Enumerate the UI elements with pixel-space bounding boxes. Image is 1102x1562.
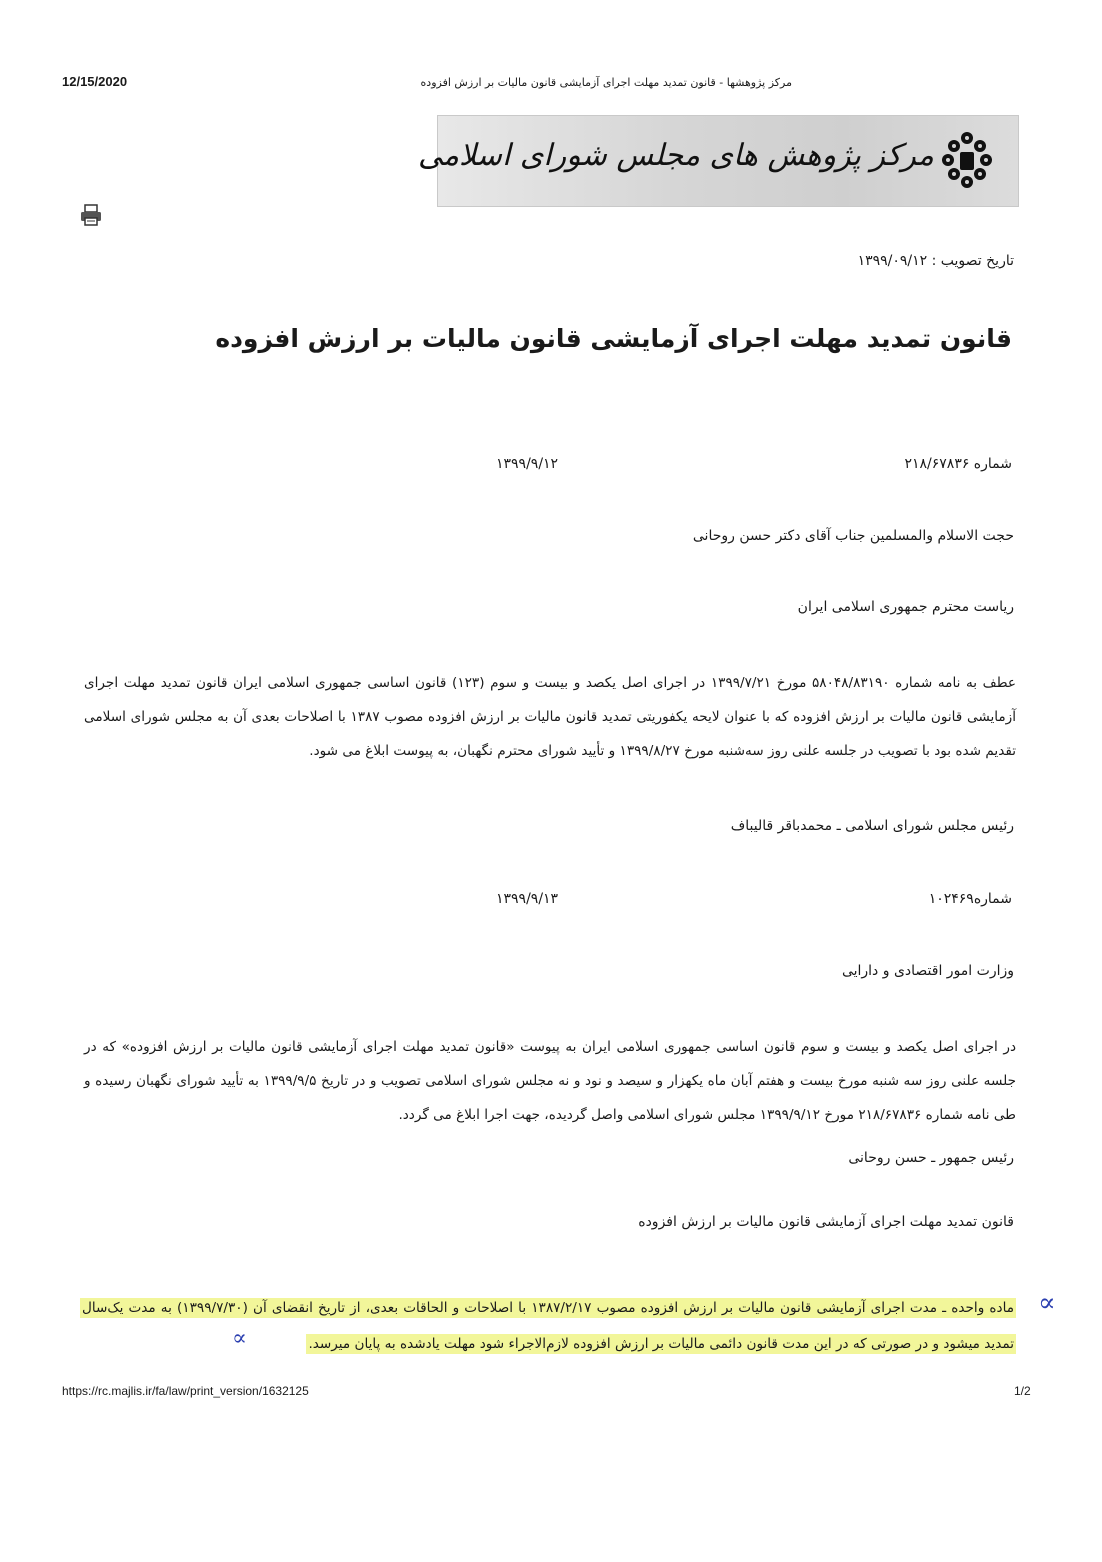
margin-annotation-mark: ∝ <box>1038 1288 1056 1318</box>
letter2-date: ۱۳۹۹/۹/۱۳ <box>496 891 559 907</box>
page-header-title: مرکز پژوهشها - قانون تمدید مهلت اجرای آزمایشی قانون مالیات بر ارزش افزوده <box>420 76 792 89</box>
letter1-addressee: حجت الاسلام والمسلمین جناب آقای دکتر حسن روحانی <box>692 528 1014 544</box>
letter1-signature: رئیس مجلس شورای اسلامی ـ محمدباقر قالیباف <box>730 818 1014 834</box>
inline-annotation-mark: ∝ <box>232 1326 247 1351</box>
print-icon[interactable] <box>80 204 102 226</box>
letter2-signature: رئیس جمهور ـ حسن روحانی <box>848 1150 1014 1166</box>
approval-date: تاریخ تصویب : ۱۳۹۹/۰۹/۱۲ <box>857 253 1014 269</box>
site-banner <box>417 115 1019 207</box>
letter2-addressee: وزارت امور اقتصادی و دارایی <box>841 963 1014 979</box>
letter2-body: در اجرای اصل یکصد و بیست و سوم قانون اساسی جمهوری اسلامی ایران به پیوست «قانون تمدید مهلت اجرای آزمایشی قانون مالیات بر ارزش افزوده» که در جلسه علنی روز سه شنبه مورخ بیست و هفتم آبان ماه یکهزار و سیصد و نود و نه مجلس شورای اسلامی تصویب و در تاریخ ۱۳۹۹/۹/۵ به تأیید شورای نگهبان رسیده و طی نامه شماره ۲۱۸/۶۷۸۳۶ مورخ ۱۳۹۹/۹/۱۲ مجلس شورای اسلامی واصل گردیده، جهت اجرا ابلاغ می گردد. <box>84 1039 1016 1123</box>
letter1-date: ۱۳۹۹/۹/۱۲ <box>496 456 559 472</box>
article-highlight: ماده واحده ـ مدت اجرای آزمایشی قانون مالیات بر ارزش افزوده مصوب ۱۳۸۷/۲/۱۷ با اصلاحات و الحاقات بعدی، از تاریخ انقضای آن (۱۳۹۹/۷/۳۰) به مدت یک‌سال تمدید میشود و در صورتی که در این مدت قانون دائمی مالیات بر ارزش افزوده لازم‌الاجراء شود مهلت یادشده به پایان میرسد. <box>82 1300 1014 1352</box>
letter2-number: شماره۱۰۲۴۶۹ <box>928 891 1012 907</box>
page-number: 1/2 <box>1014 1384 1031 1398</box>
letter1-number: شماره ۲۱۸/۶۷۸۳۶ <box>904 456 1012 472</box>
letter1-body: عطف به نامه شماره ۵۸۰۴۸/۸۳۱۹۰ مورخ ۱۳۹۹/۷/۲۱ در اجرای اصل یکصد و بیست و سوم (۱۲۳) قانون اساسی جمهوری اسلامی ایران قانون تمدید مهلت اجرای آزمایشی قانون مالیات بر ارزش افزوده که با عنوان لایحه یکفوریتی تمدید قانون مالیات بر ارزش افزوده مصوب ۱۳۸۷ با اصلاحات بعدی آن به مجلس شورای اسلامی تقدیم شده بود با تصویب در جلسه علنی روز سه‌شنبه مورخ ۱۳۹۹/۸/۲۷ و تأیید شورای محترم نگهبان، به پیوست ابلاغ می شود. <box>84 675 1016 759</box>
law-title: قانون تمدید مهلت اجرای آزمایشی قانون مالیات بر ارزش افزوده <box>215 324 1012 353</box>
banner-title: مرکز پژوهش های مجلس شورای اسلامی <box>417 138 934 173</box>
law-article <box>80 1290 1016 1362</box>
letter1-addressee-title: ریاست محترم جمهوری اسلامی ایران <box>797 599 1014 615</box>
print-date: 12/15/2020 <box>62 74 128 89</box>
majlis-logo-icon <box>938 130 996 192</box>
page-url[interactable]: https://rc.majlis.ir/fa/law/print_version/1632125 <box>62 1384 309 1398</box>
law-subtitle: قانون تمدید مهلت اجرای آزمایشی قانون مالیات بر ارزش افزوده <box>638 1214 1014 1230</box>
